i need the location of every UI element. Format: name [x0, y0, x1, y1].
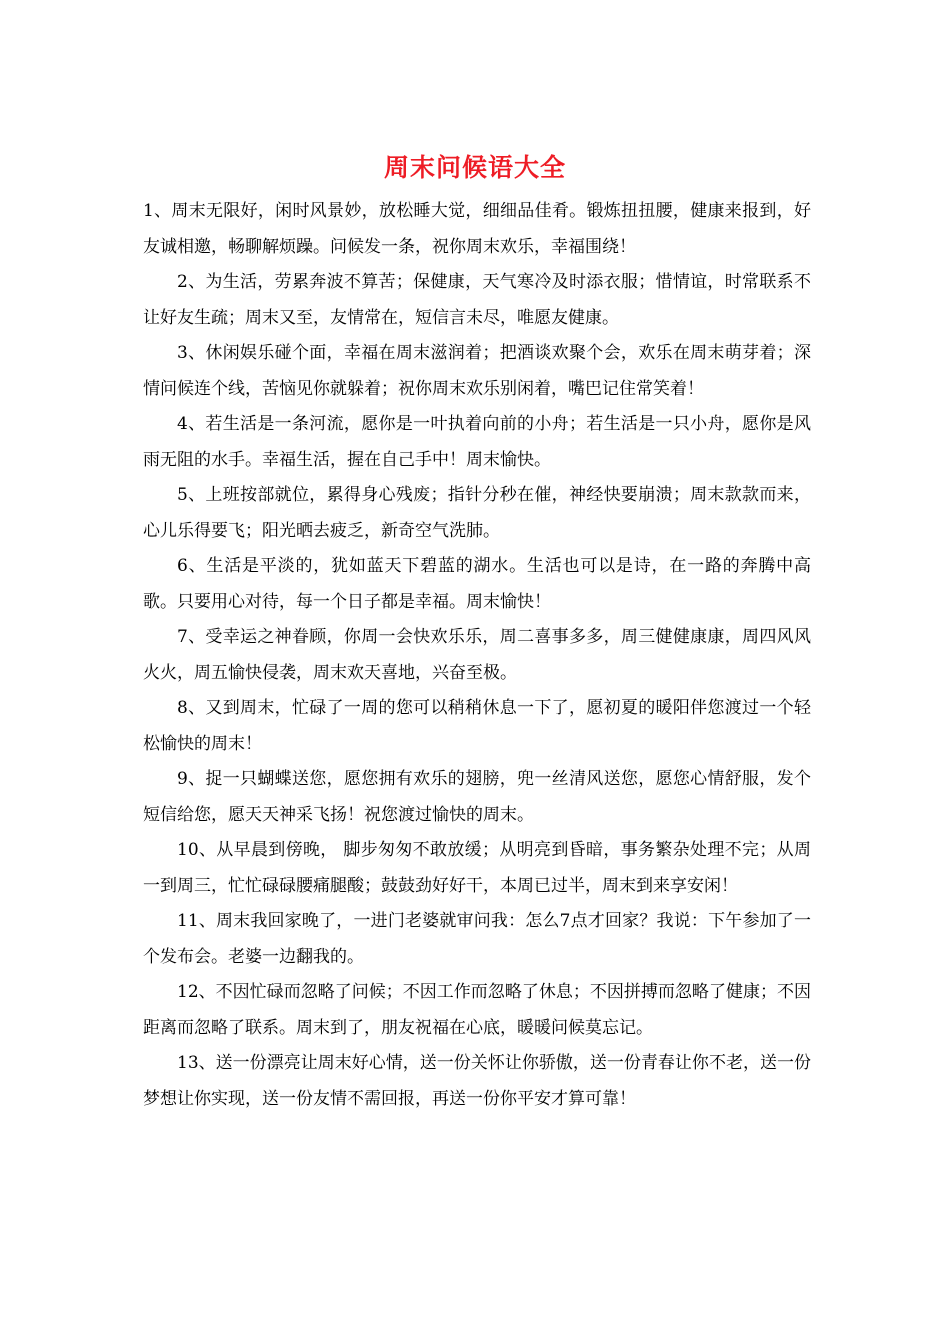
- document-title: 周末问候语大全: [383, 153, 566, 182]
- paragraph-2: 2、为生活，劳累奔波不算苦；保健康，天气寒冷及时添衣服；惜情谊，时常联系不让好友生疏；周末又至，友情常在，短信言未尽，唯愿友健康。: [143, 272, 811, 328]
- paragraph-3: 3、休闲娱乐碰个面，幸福在周末滋润着；把酒谈欢聚个会，欢乐在周末萌芽着；深情问候连个线，苦恼见你就躲着；祝你周末欢乐别闲着，嘴巴记住常笑着！: [143, 343, 811, 399]
- paragraph-5: 5、上班按部就位，累得身心残废；指针分秒在催，神经快要崩溃；周末款款而来，心儿乐得要飞；阳光晒去疲乏，新奇空气洗肺。: [143, 485, 811, 541]
- document-body: [143, 194, 811, 1117]
- paragraph-6: 6、生活是平淡的，犹如蓝天下碧蓝的湖水。生活也可以是诗，在一路的奔腾中高歌。只要用心对待，每一个日子都是幸福。周末愉快！: [143, 556, 811, 612]
- paragraph-8: 8、又到周末，忙碌了一周的您可以稍稍休息一下了，愿初夏的暖阳伴您渡过一个轻松愉快的周末！: [143, 698, 811, 754]
- paragraph-9: 9、捉一只蝴蝶送您，愿您拥有欢乐的翅膀，兜一丝清风送您，愿您心情舒服，发个短信给您，愿天天神采飞扬！祝您渡过愉快的周末。: [143, 769, 811, 825]
- paragraph-4: 4、若生活是一条河流，愿你是一叶执着向前的小舟；若生活是一只小舟，愿你是风雨无阻的水手。幸福生活，握在自己手中！周末愉快。: [143, 414, 811, 470]
- paragraph-12: 12、不因忙碌而忽略了问候；不因工作而忽略了休息；不因拼搏而忽略了健康；不因距离而忽略了联系。周末到了，朋友祝福在心底，暖暖问候莫忘记。: [143, 982, 811, 1038]
- paragraph-13: 13、送一份漂亮让周末好心情，送一份关怀让你骄傲，送一份青春让你不老，送一份梦想让你实现，送一份友情不需回报，再送一份你平安才算可靠！: [143, 1053, 811, 1109]
- paragraph-11: 11、周末我回家晚了，一进门老婆就审问我：怎么7点才回家？我说：下午参加了一个发布会。老婆一边翻我的。: [143, 911, 811, 967]
- paragraph-10: 10、从早晨到傍晚， 脚步匆匆不敢放缓；从明亮到昏暗，事务繁杂处理不完；从周一到周三，忙忙碌碌腰痛腿酸；鼓鼓劲好好干，本周已过半，周末到来享安闲！: [143, 840, 811, 896]
- paragraph-7: 7、受幸运之神眷顾，你周一会快欢乐乐，周二喜事多多，周三健健康康，周四风风火火，周五愉快侵袭，周末欢天喜地，兴奋至极。: [143, 627, 811, 683]
- paragraph-1: 1、周末无限好，闲时风景妙，放松睡大觉，细细品佳肴。锻炼扭扭腰，健康来报到，好友诚相邀，畅聊解烦躁。问候发一条，祝你周末欢乐，幸福围绕！: [143, 201, 811, 257]
